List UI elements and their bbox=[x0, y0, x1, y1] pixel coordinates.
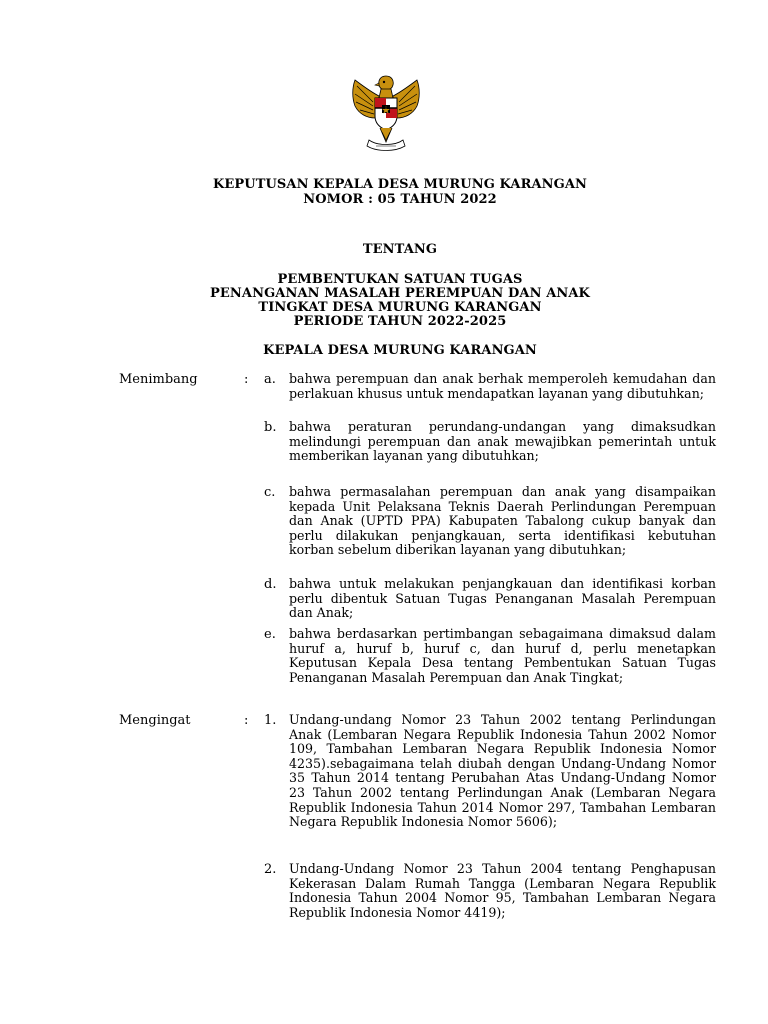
subject-line-3: TINGKAT DESA MURUNG KARANGAN bbox=[258, 300, 542, 315]
mengingat-item-1-mark: 1. bbox=[264, 713, 277, 728]
mengingat-colon: : bbox=[244, 713, 249, 728]
decree-title: KEPUTUSAN KEPALA DESA MURUNG KARANGAN bbox=[212, 177, 588, 192]
subject-line-4: PERIODE TAHUN 2022-2025 bbox=[293, 314, 507, 329]
menimbang-item-c: bahwa permasalahan perempuan dan anak yang disampaikan kepada Unit Pelaksana Teknis Daerah Perlindungan Perempuan dan Anak (UPTD PPA) Kabupaten Tabalong cukup banyak dan perlu dilakukan penjangkauan, serta identifikasi kebutuhan korban sebelum diberikan layanan yang dibutuhkan; bbox=[289, 484, 716, 558]
mengingat-item-2-mark: 2. bbox=[264, 862, 277, 877]
garuda-emblem-icon bbox=[349, 74, 423, 154]
menimbang-item-a-mark: a. bbox=[264, 372, 276, 387]
menimbang-item-d-mark: d. bbox=[264, 577, 277, 592]
mengingat-item-1: Undang-undang Nomor 23 Tahun 2002 tentang Perlindungan Anak (Lembaran Negara Republik Indonesia Tahun 2002 Nomor 109, Tambahan Lembaran Negara Republik Indonesia Nomor 4235).sebagaimana telah diubah dengan Undang-Undang Nomor 35 Tahun 2014 tentang Perubahan Atas Undang-Undang Nomor 23 Tahun 2002 tentang Perlindungan Anak (Lembaran Negara Republik Indonesia Tahun 2014 Nomor 297, Tambahan Lembaran Negara Republik Indonesia Nomor 5606); bbox=[289, 712, 716, 830]
menimbang-item-b: bahwa peraturan perundang-undangan yang dimaksudkan melindungi perempuan dan anak mewajibkan pemerintah untuk memberikan layanan yang dibutuhkan; bbox=[289, 419, 716, 464]
menimbang-item-d: bahwa untuk melakukan penjangkauan dan identifikasi korban perlu dibentuk Satuan Tugas Penanganan Masalah Perempuan dan Anak; bbox=[289, 576, 716, 621]
menimbang-colon: : bbox=[244, 372, 249, 387]
official-heading: KEPALA DESA MURUNG KARANGAN bbox=[263, 343, 537, 358]
menimbang-item-c-mark: c. bbox=[264, 485, 276, 500]
mengingat-label: Mengingat bbox=[119, 713, 191, 728]
about-heading: TENTANG bbox=[362, 242, 438, 257]
decree-number: NOMOR : 05 TAHUN 2022 bbox=[303, 192, 497, 207]
menimbang-item-a: bahwa perempuan dan anak berhak memperoleh kemudahan dan perlakuan khusus untuk mendapatkan layanan yang dibutuhkan; bbox=[289, 371, 716, 401]
subject-line-1: PEMBENTUKAN SATUAN TUGAS bbox=[277, 272, 523, 287]
menimbang-item-e: bahwa berdasarkan pertimbangan sebagaimana dimaksud dalam huruf a, huruf b, huruf c, dan huruf d, perlu menetapkan Keputusan Kepala Desa tentang Pembentukan Satuan Tugas Penanganan Masalah Perempuan dan Anak Tingkat; bbox=[289, 626, 716, 685]
menimbang-item-b-mark: b. bbox=[264, 420, 277, 435]
menimbang-label: Menimbang bbox=[119, 372, 198, 387]
mengingat-item-2: Undang-Undang Nomor 23 Tahun 2004 tentang Penghapusan Kekerasan Dalam Rumah Tangga (Lembaran Negara Republik Indonesia Tahun 2004 Nomor 95, Tambahan Lembaran Negara Republik Indonesia Nomor 4419); bbox=[289, 861, 716, 920]
subject-line-2: PENANGANAN MASALAH PEREMPUAN DAN ANAK bbox=[210, 286, 590, 301]
menimbang-item-e-mark: e. bbox=[264, 627, 276, 642]
